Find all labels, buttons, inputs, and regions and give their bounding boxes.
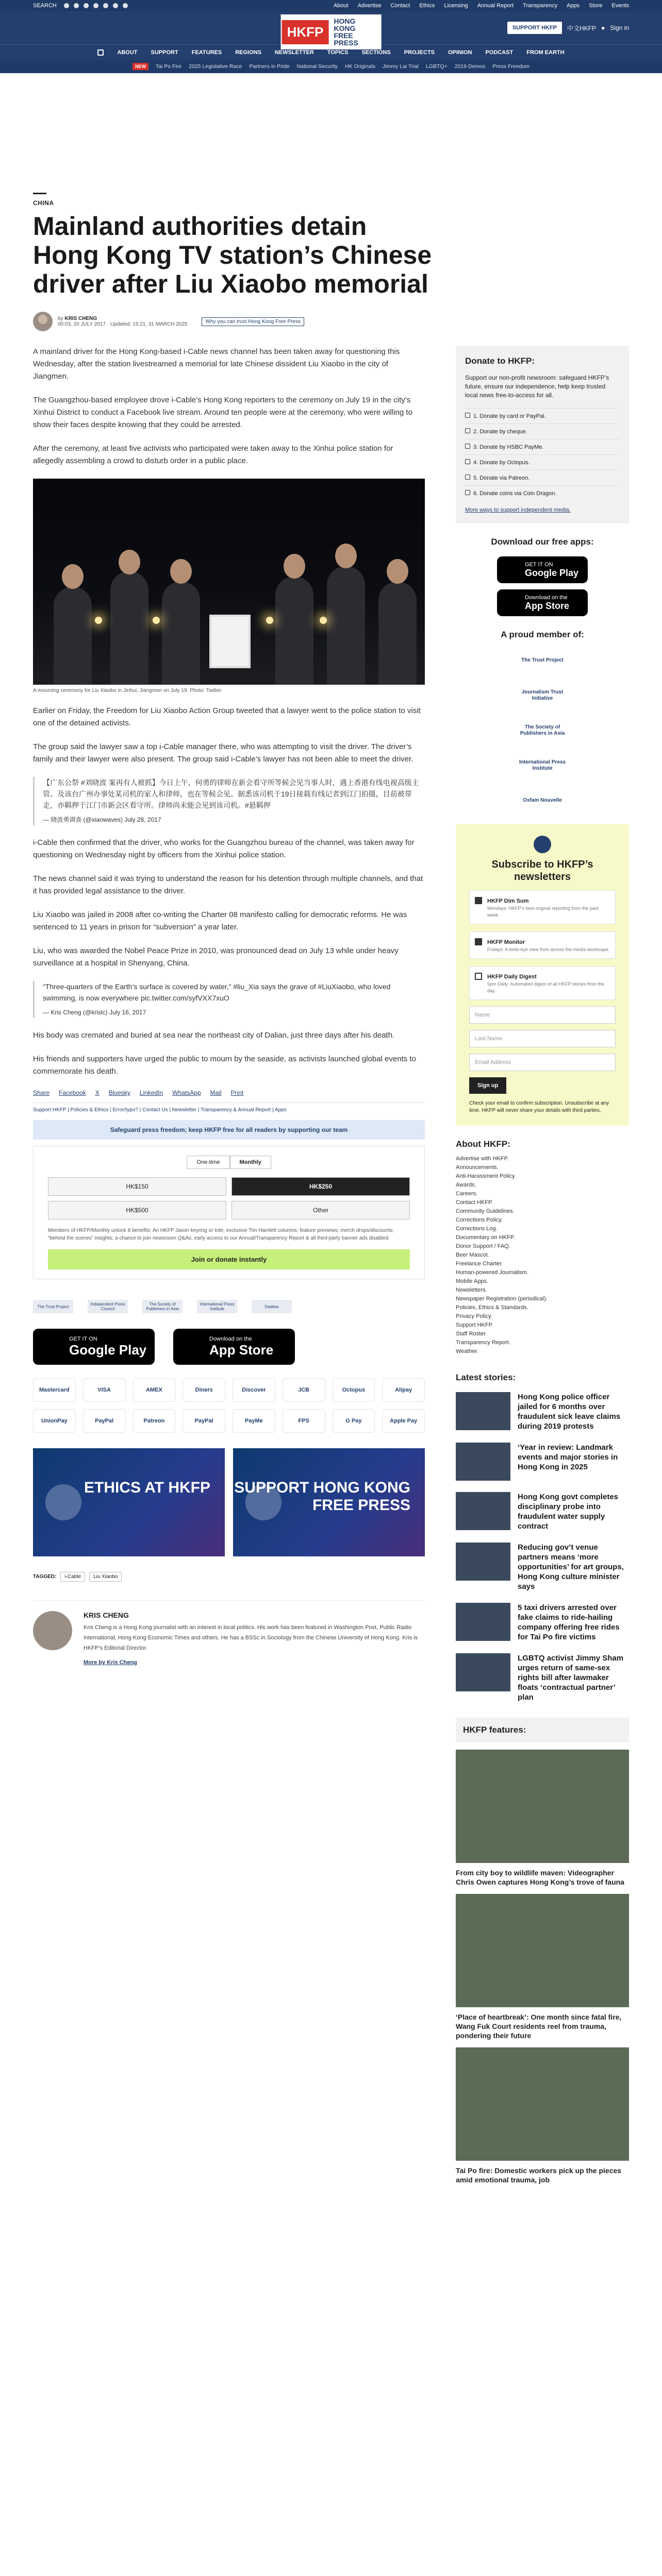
nav-support[interactable]: SUPPORT	[151, 49, 178, 56]
paragraph: Earlier on Friday, the Freedom for Liu Xiaobo Action Group tweeted that a lawyer went to the police station to visit one of the detained activists.	[33, 706, 421, 727]
share-mail[interactable]: Mail	[210, 1089, 222, 1096]
feature-title[interactable]: Tai Po fire: Domestic workers pick up the pieces amid emotional trauma, job	[456, 2166, 622, 2184]
paragraph: His body was cremated and buried at sea near the northeast city of Dalian, just three days after his death.	[33, 1031, 395, 1040]
newsletter-signup	[456, 824, 629, 1126]
article-title: Mainland authorities detain Hong Kong TV station’s Chinese driver after Liu Xiaobo memorial	[33, 212, 432, 298]
about-link[interactable]: Human-powered Journalism.	[456, 1269, 528, 1276]
story-item[interactable]	[456, 1543, 629, 1591]
nav-sections[interactable]: SECTIONS	[361, 49, 391, 56]
trust-logos	[33, 1300, 425, 1313]
payment-logo: Alipay	[382, 1378, 425, 1402]
donate-option[interactable]: 5. Donate via Patreon.	[465, 470, 620, 485]
badge-small: GET IT ON	[525, 561, 553, 568]
embedded-tweet	[33, 777, 425, 825]
trust-logo[interactable]: International Press Institute	[197, 1300, 237, 1313]
about-list	[456, 1139, 629, 1356]
about-link[interactable]: Support HKFP.	[456, 1322, 493, 1328]
story-thumbnail[interactable]	[456, 1543, 510, 1581]
top-link-ethics[interactable]: Ethics	[419, 3, 435, 9]
about-link[interactable]: Weather.	[456, 1348, 478, 1354]
tweet-text: “Three-quarters of the Earth’s surface is covered by water,” #liu_Xia says the grave of #LiuXiaobo, who loved swimming, is now everywhere pic.twitter.com/syfVXX7xuO	[43, 982, 391, 1002]
photo-figure-head	[387, 559, 408, 584]
envelope-icon	[534, 836, 551, 853]
paragraph: The news channel said it was trying to understand the reason for his detention through multiple channels, and that it has provided legal assistance to the driver.	[33, 874, 423, 895]
paragraph: The group said the lawyer saw a top i-Cable manager there, who was attempting to visit the driver. The driver’s family and their lawyer were also present. The group said i-Cable’s lawyer has not been able to meet the driver.	[33, 742, 413, 764]
last-name-input[interactable]: Last Name	[469, 1030, 616, 1047]
about-link[interactable]: Anti-Harassment Policy.	[456, 1173, 516, 1179]
author-avatar[interactable]	[33, 312, 53, 331]
donate-widget	[33, 1146, 425, 1279]
member-title: A proud member of:	[501, 630, 584, 639]
about-link[interactable]: Announcements.	[456, 1164, 499, 1171]
paragraph: His friends and supporters have urged the public to mourn by the seaside, as activists launched global events to commemorate his death.	[33, 1055, 416, 1076]
newsletter-desc: Fridays: A birds-eye view from across the media landscape.	[487, 947, 610, 952]
feature-title[interactable]: ‘Place of heartbreak’: One month since fatal fire, Wang Fuk Court residents reel from trauma, pondering their future	[456, 2013, 622, 2040]
amount-option[interactable]: HK$250	[231, 1177, 410, 1196]
promo-banners	[33, 1448, 425, 1556]
rss-icon[interactable]	[123, 3, 128, 8]
article-photo[interactable]	[33, 479, 425, 685]
story-item[interactable]	[456, 1603, 629, 1642]
payment-logo: PayMe	[233, 1409, 275, 1433]
about-link[interactable]: Beer Mascot.	[456, 1252, 489, 1258]
donate-box	[456, 346, 629, 523]
story-item[interactable]	[456, 1392, 629, 1431]
subscribe-note: Check your email to confirm subscription. Unsubscribe at any time. HKFP will never share your details with third parties.	[469, 1100, 609, 1113]
trending-bar	[0, 60, 662, 73]
checkbox[interactable]	[475, 973, 482, 980]
subscribe-title: Subscribe to HKFP’s newsletters	[491, 859, 593, 883]
badge-big: Google Play	[525, 567, 579, 578]
story-item[interactable]	[456, 1492, 629, 1531]
article-body	[33, 346, 425, 2184]
amount-option[interactable]: HK$500	[48, 1201, 226, 1219]
feature-item[interactable]	[456, 1750, 629, 1887]
embedded-tweet	[33, 981, 425, 1018]
trending-link[interactable]: HK Originals	[345, 63, 375, 70]
member-logo[interactable]: International Press Institute	[519, 759, 566, 771]
about-link[interactable]: Careers.	[456, 1191, 478, 1197]
payment-logo: FPS	[283, 1409, 325, 1433]
top-link-advertise[interactable]: Advertise	[357, 3, 382, 9]
site-header	[0, 11, 662, 47]
payment-logo: Octopus	[333, 1378, 375, 1402]
nav-regions[interactable]: REGIONS	[235, 49, 261, 56]
about-link[interactable]: Donor Support / FAQ.	[456, 1243, 510, 1249]
donate-title: Donate to HKFP:	[465, 356, 535, 366]
nav-about[interactable]: ABOUT	[117, 49, 138, 56]
sign-in-link[interactable]: Sign in	[610, 24, 629, 31]
more-by-author-link[interactable]: More by Kris Cheng	[84, 1659, 137, 1666]
author-bio: Kris Cheng is a Hong Kong journalist with an interest in local politics. His work has been featured in Washington Post, Public Radio International, Hong Kong Economic Times and others. He has a BSSc in Sociology from the Chinese University of Hong Kong. Kris is HKFP’s Editorial Director.	[84, 1624, 418, 1651]
photo-figure	[54, 587, 92, 685]
payment-logo: Patreon	[133, 1409, 176, 1433]
badge-small: GET IT ON	[69, 1335, 97, 1342]
badge-big: Google Play	[69, 1342, 147, 1358]
facebook-icon[interactable]	[64, 3, 69, 8]
logo-mark: HKFP	[282, 20, 329, 44]
about-title: About HKFP:	[456, 1139, 510, 1149]
share-bar	[33, 1089, 425, 1096]
payment-logo: Diners	[183, 1378, 225, 1402]
top-link-transparency[interactable]: Transparency	[523, 3, 557, 9]
menu-icon[interactable]	[97, 49, 104, 56]
google-play-badge[interactable]	[33, 1329, 155, 1365]
story-thumbnail[interactable]	[456, 1392, 510, 1430]
about-link[interactable]: Documentary on HKFP.	[456, 1234, 515, 1241]
candle	[153, 617, 160, 624]
share-x[interactable]: X	[95, 1089, 100, 1096]
trending-link[interactable]: Partners in Pride	[249, 63, 290, 70]
story-item[interactable]	[456, 1443, 629, 1481]
badge-small: Download on the	[525, 594, 568, 601]
nav-projects[interactable]: PROJECTS	[404, 49, 435, 56]
member-logo[interactable]: The Society of Publishers in Asia	[520, 724, 565, 736]
newsletter-desc: 5pm Daily: Automated digest of all HKFP stories from the day.	[487, 981, 604, 993]
nav-topics[interactable]: TOPICS	[327, 49, 349, 56]
candle	[95, 617, 102, 624]
payment-logo: Mastercard	[33, 1378, 76, 1402]
about-link[interactable]: Policies, Ethics & Standards.	[456, 1304, 528, 1311]
payment-logo: JCB	[283, 1378, 325, 1402]
tags	[33, 1572, 425, 1582]
trust-logo[interactable]: The Trust Project	[33, 1300, 73, 1313]
first-name-input[interactable]: Name	[469, 1006, 616, 1024]
top-link-licensing[interactable]: Licensing	[444, 3, 468, 9]
about-link[interactable]: Corrections Policy.	[456, 1217, 503, 1223]
payment-logo: AMEX	[133, 1378, 176, 1402]
share-print[interactable]: Print	[230, 1089, 244, 1096]
feature-title[interactable]: From city boy to wildlife maven: Videographer Chris Owen captures Hong Kong’s trove of fauna	[456, 1869, 624, 1886]
newsletter-name: HKFP Monitor	[487, 939, 525, 945]
payment-logo: Apple Pay	[382, 1409, 425, 1433]
checkbox[interactable]	[475, 938, 482, 945]
article-footer-links[interactable]: Support HKFP | Policies & Ethics | Error/typo? | Contact Us | Newsletter | Transparency & Annual Report | Apps	[33, 1103, 425, 1113]
about-link[interactable]: Privacy Policy.	[456, 1313, 492, 1319]
donate-option[interactable]: 1. Donate by card or PayPal.	[465, 408, 620, 423]
feature-image[interactable]	[456, 1750, 629, 1863]
about-link[interactable]: Community Guidelines.	[456, 1208, 515, 1214]
payment-logo: UnionPay	[33, 1409, 76, 1433]
tab-monthly[interactable]: Monthly	[230, 1156, 271, 1169]
feature-image[interactable]	[456, 2047, 629, 2161]
top-link-contact[interactable]: Contact	[390, 3, 410, 9]
memorial-portrait	[209, 615, 251, 668]
google-play-badge[interactable]	[497, 556, 588, 583]
member-logo[interactable]: Journalism Trust Initiative	[521, 689, 564, 701]
photo-figure	[378, 582, 417, 685]
email-input[interactable]: Email Address	[469, 1054, 616, 1071]
more-ways-link[interactable]: More ways to support independent media.	[465, 507, 571, 513]
apps-title: Download our free apps:	[491, 537, 594, 547]
story-thumbnail[interactable]	[456, 1443, 510, 1481]
article-dates: 00:03, 20 JULY 2017 · Updated: 15:21, 31 MARCH 2025	[58, 321, 188, 327]
trust-logo[interactable]: Dadiwa	[252, 1300, 292, 1313]
nav-features[interactable]: FEATURES	[191, 49, 222, 56]
top-link-apps[interactable]: Apps	[566, 3, 580, 9]
feature-item[interactable]	[456, 2047, 629, 2184]
trending-link[interactable]: 2025 Legislative Race	[189, 63, 242, 70]
top-utility-bar	[0, 0, 662, 11]
candle	[320, 617, 327, 624]
paragraph: Liu, who was awarded the Nobel Peace Prize in 2010, was pronounced dead on July 13 while under heavy surveillance at a hospital in Shenyang, China.	[33, 946, 399, 968]
trust-logo[interactable]: Independent Press Council	[88, 1300, 128, 1313]
logo-text: HONG KONG FREE PRESS	[334, 17, 358, 47]
about-link[interactable]: Transparency Report.	[456, 1340, 510, 1346]
about-link[interactable]: Mobile Apps.	[456, 1278, 488, 1284]
newsletter-name: HKFP Daily Digest	[487, 974, 537, 980]
donate-option[interactable]: 4. Donate by Octopus.	[465, 454, 620, 470]
newsletter-desc: Mondays: HKFP’s best original reporting from the past week.	[487, 906, 599, 918]
paragraph: A mainland driver for the Hong Kong-based i-Cable news channel has been taken away for questioning this Wednesday, after the station livestreamed a memorial for late Chinese dissident Liu Xiaobo in the city of Jiangmen.	[33, 347, 400, 381]
about-link[interactable]: Newsletters.	[456, 1287, 487, 1293]
play-icon[interactable]	[45, 1484, 81, 1520]
candle	[266, 617, 273, 624]
tag-link[interactable]: i-Cable	[60, 1572, 85, 1582]
donate-option[interactable]: 6. Donate coins via Coin Dragon.	[465, 485, 620, 501]
chinese-site-link[interactable]: 中文HKFP	[567, 24, 597, 32]
photo-figure-head	[284, 554, 305, 579]
tagged-label: TAGGED:	[33, 1574, 57, 1580]
tag-link[interactable]: Liu Xiaobo	[89, 1572, 122, 1582]
tweet-meta[interactable]: — 晓波勇调查 (@xiaowaves) July 28, 2017	[43, 816, 161, 823]
photo-figure	[275, 577, 313, 685]
story-title[interactable]: LGBTQ activist Jimmy Sham urges return of same-sex rights bill after lawmaker floats ‘contractual partner’ plan	[518, 1654, 624, 1702]
photo-figure-head	[119, 550, 140, 574]
payment-logo: Discover	[233, 1378, 275, 1402]
trending-link[interactable]: Jimmy Lai Trial	[382, 63, 419, 70]
author-link[interactable]: KRIS CHENG	[64, 316, 97, 321]
about-link[interactable]: Corrections Log.	[456, 1226, 498, 1232]
trust-badge[interactable]: Why you can trust Hong Kong Free Press	[202, 317, 304, 326]
payment-logo: G Pay	[333, 1409, 375, 1433]
banner-title: ETHICS AT HKFP	[84, 1479, 210, 1496]
about-link[interactable]: Staff Roster.	[456, 1331, 487, 1337]
share-whatsapp[interactable]: WhatsApp	[172, 1089, 201, 1096]
sidebar	[456, 346, 629, 2184]
about-link[interactable]: Advertise with HKFP.	[456, 1156, 509, 1162]
tweet-meta[interactable]: — Kris Cheng (@krislc) July 16, 2017	[43, 1009, 146, 1016]
nav-opinion[interactable]: OPINION	[448, 49, 472, 56]
trending-link[interactable]: National Security	[296, 63, 338, 70]
top-link-store[interactable]: Store	[589, 3, 603, 9]
ethics-video-banner[interactable]	[33, 1448, 225, 1556]
safeguard-banner[interactable]: Safeguard press freedom; keep HKFP free for all readers by supporting our team	[33, 1120, 425, 1140]
author-photo[interactable]	[33, 1611, 72, 1650]
photo-figure-head	[62, 564, 84, 589]
newsletter-name: HKFP Dim Sum	[487, 898, 529, 904]
by-prefix: by	[58, 316, 63, 321]
photo-figure-head	[335, 544, 357, 568]
title-rule	[33, 193, 46, 194]
banner-title: SUPPORT HONG KONG FREE PRESS	[234, 1479, 410, 1514]
story-thumbnail[interactable]	[456, 1492, 510, 1530]
payment-logo: PayPal	[83, 1409, 126, 1433]
byline	[33, 312, 629, 331]
share-linkedin[interactable]: LinkedIn	[139, 1089, 163, 1096]
search-link[interactable]: SEARCH	[33, 3, 57, 9]
social-icons	[64, 3, 128, 8]
instagram-icon[interactable]	[84, 3, 89, 8]
photo-figure	[327, 566, 365, 685]
paragraph: After the ceremony, at least five activists who participated were taken away to the Xinhui police station for allegedly assembling a crowd to disturb order in a public place.	[33, 444, 393, 465]
author-name[interactable]: KRIS CHENG	[84, 1611, 129, 1619]
trending-link[interactable]: LGBTQ+	[425, 63, 448, 70]
linkedin-icon[interactable]	[113, 3, 118, 8]
about-link[interactable]: Newspaper Registration (periodical).	[456, 1296, 548, 1302]
paragraph: Liu Xiaobo was jailed in 2008 after co-writing the Charter 08 manifesto calling for democratic reforms. He was sentenced to 11 years in prison for “subversion” a year later.	[33, 910, 407, 931]
payment-logo: VISA	[83, 1378, 126, 1402]
amount-option[interactable]: HK$150	[48, 1177, 226, 1196]
amount-option[interactable]: Other	[231, 1201, 410, 1219]
about-link[interactable]: Contact HKFP.	[456, 1199, 493, 1206]
about-link[interactable]: Freelance Charter.	[456, 1261, 503, 1267]
x-icon[interactable]	[74, 3, 79, 8]
app-store-badge[interactable]	[497, 589, 588, 616]
newsletter-option[interactable]	[469, 966, 616, 1000]
photo-figure	[110, 571, 148, 685]
app-store-badge[interactable]	[173, 1329, 295, 1365]
story-title[interactable]: Hong Kong police officer jailed for 6 months over fraudulent sick leave claims during 2019 protests	[518, 1393, 621, 1431]
latest-stories	[456, 1372, 629, 1702]
story-thumbnail[interactable]	[456, 1653, 510, 1691]
trending-link[interactable]: 2019 Demos	[454, 63, 486, 70]
donate-note: Members of HKFP/Monthly unlock 8 benefits: An HKFP Jason keyring or tote; exclusive Tim Hamlett columns; feature previews; merch drops/discounts; “behind the scenes” insights; a chance to join newsroom Q&As; early access to our Annual/Transparency Report & all third-party banner ads disabled.	[48, 1228, 394, 1241]
newsletter-option[interactable]	[469, 890, 616, 924]
badge-big: App Store	[209, 1342, 274, 1358]
tweet-text: 【广东公祭 #刘晓波 案再有人被抓】今日上午，何勇的律师在新会看守所等候会见当事人时，遇上香港有线电视高级主管。及该台广州办事处某司机的家人和律师，也在等候会见。据悉该司机于19日接载有线记者到江门拍摄，目前被带走，亦羁押于江门市新会区看守所。律师尚未能会见到该司机。#悬羁押	[43, 778, 419, 809]
threads-icon[interactable]	[93, 3, 98, 8]
payment-methods	[33, 1378, 425, 1433]
donate-button[interactable]: Join or donate instantly	[48, 1249, 410, 1269]
payment-logo: PayPal	[183, 1409, 225, 1433]
badge-big: App Store	[525, 600, 570, 611]
support-hkfp-button[interactable]: SUPPORT HKFP	[507, 22, 562, 34]
member-logo[interactable]: Oxfam Nouvelle	[523, 798, 562, 803]
checkbox[interactable]	[475, 897, 482, 904]
share-bluesky[interactable]: Bluesky	[108, 1089, 130, 1096]
trust-logo[interactable]: The Society of Publishers in Asia	[142, 1300, 183, 1313]
story-title[interactable]: 5 taxi drivers arrested over fake claims to ride-hailing company offering free rides for Tai Po fire victims	[518, 1603, 620, 1641]
hkfp-features	[456, 1718, 629, 2184]
badge-small: Download on the	[209, 1335, 252, 1342]
story-title[interactable]: Reducing gov’t venue partners means ‘more opportunities’ for art groups, Hong Kong culture minister says	[518, 1543, 624, 1591]
top-link-events[interactable]: Events	[611, 3, 629, 9]
donate-option[interactable]: 3. Donate by HSBC PayMe.	[465, 439, 620, 454]
donate-intro: Support our non-profit newsroom: safeguard HKFP’s future, ensure our independence, help keep trusted local news free-to-access for all.	[465, 374, 609, 399]
nav-newsletter[interactable]: NEWSLETTER	[274, 49, 314, 56]
about-link[interactable]: Awards.	[456, 1182, 476, 1188]
app-store-badges	[33, 1329, 425, 1365]
user-icon[interactable]: ●	[601, 24, 605, 31]
nav-from-earth[interactable]: FROM EARTH	[526, 49, 565, 56]
new-badge: NEW	[133, 63, 148, 70]
photo-caption: A mourning ceremony for Liu Xiaobo in Jinhui, Jiangmen on July 19. Photo: Twitter.	[33, 688, 223, 693]
top-link-annual-report[interactable]: Annual Report	[477, 3, 514, 9]
support-video-banner[interactable]	[233, 1448, 425, 1556]
paragraph: The Guangzhou-based employee drove i-Cable’s Hong Kong reporters to the ceremony on July 19 in the city’s Xinhui District to conduct a Facebook live stream. Around ten people were at the ceremony, who were willing to show their faces despite knowing that they could be arrested.	[33, 396, 412, 429]
sign-up-button[interactable]: Sign up	[469, 1077, 506, 1094]
trending-link[interactable]: Tai Po Fire	[155, 63, 182, 70]
donate-option[interactable]: 2. Donate by cheque.	[465, 423, 620, 439]
newsletter-option[interactable]	[469, 931, 616, 959]
author-box	[33, 1600, 425, 1667]
share-label: Share	[33, 1089, 50, 1096]
feature-image[interactable]	[456, 1894, 629, 2007]
photo-figure	[162, 582, 200, 685]
story-thumbnail[interactable]	[456, 1603, 510, 1641]
tab-one-time[interactable]: One-time	[187, 1156, 229, 1169]
story-item[interactable]	[456, 1653, 629, 1702]
story-title[interactable]: ‘Year in review: Landmark events and major stories in Hong Kong in 2025	[518, 1443, 618, 1471]
features-title: HKFP features:	[456, 1718, 629, 1742]
article-category[interactable]: CHINA	[33, 199, 54, 207]
top-link-about[interactable]: About	[333, 3, 349, 9]
youtube-icon[interactable]	[103, 3, 108, 8]
feature-item[interactable]	[456, 1894, 629, 2040]
photo-figure-head	[170, 559, 192, 584]
share-facebook[interactable]: Facebook	[59, 1089, 86, 1096]
site-logo[interactable]	[281, 14, 382, 49]
member-logo[interactable]: The Trust Project	[521, 657, 564, 663]
paragraph: i-Cable then confirmed that the driver, who works for the Guangzhou bureau of the channel, was taken away for questioning on Wednesday night by officers from the Xinhui police station.	[33, 838, 415, 859]
latest-title: Latest stories:	[456, 1372, 516, 1382]
trending-link[interactable]: Press Freedom	[492, 63, 530, 70]
nav-podcast[interactable]: PODCAST	[485, 49, 514, 56]
story-title[interactable]: Hong Kong govt completes disciplinary probe into fraudulent water supply contract	[518, 1493, 618, 1531]
